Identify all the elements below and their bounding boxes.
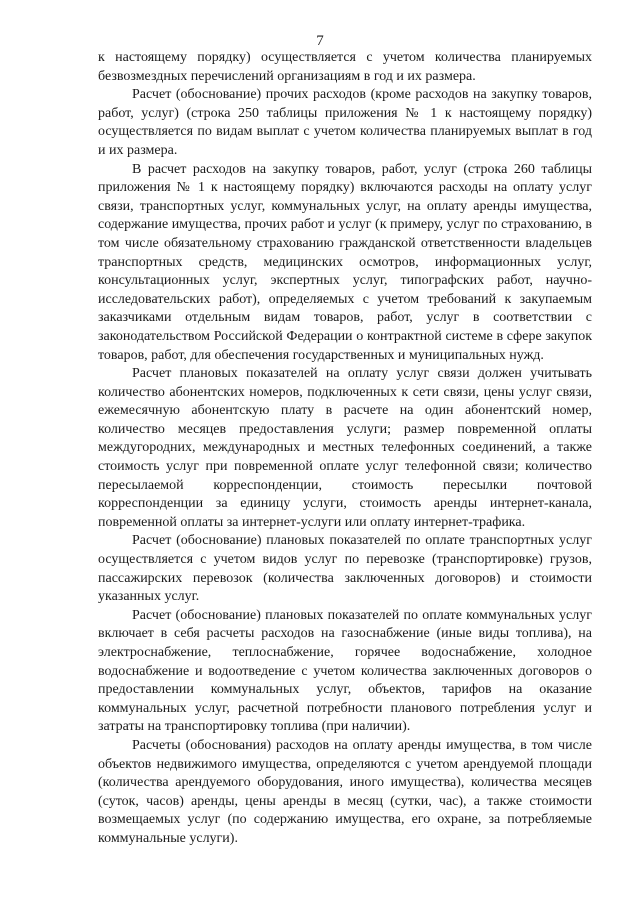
paragraph-5: Расчет (обоснование) плановых показателей по оплате транспортных услуг осуществляется с учетом видов услуг по перевозке (транспортировке) грузов, пассажирских перевозок (количества заключенных договоров) и стоимости указанных услуг. — [98, 533, 592, 605]
paragraph-4: Расчет плановых показателей на оплату услуг связи должен учитывать количество абонентских номеров, подключенных к сети связи, цены услуг связи, ежемесячную абонентскую плату в расчете на один абонентский номер, количество месяцев предоставления услуги; размер повременной оплаты междугородних, международных и местных телефонных соединений, а также стоимость услуг при повременной оплате услуг телефонной связи; количество пересылаемой корреспонденции, стоимость пересылки почтовой корреспонденции за единицу услуги, стоимость аренды интернет-канала, повременной оплаты за интернет-услуги или оплату интернет-трафика. — [98, 366, 592, 530]
document-body — [98, 49, 592, 849]
paragraph-3: В расчет расходов на закупку товаров, работ, услуг (строка 260 таблицы приложения № 1 к настоящему порядку) включаются расходы на оплату услуг связи, транспортных услуг, коммунальных услуг, на оплату аренды имущества, содержание имущества, прочих работ и услуг (к примеру, услуг по страхованию, в том числе обязательному страхованию гражданской ответственности владельцев транспортных средств, медицинских осмотров, информационных услуг, консультационных услуг, экспертных услуг, типографских работ, научно-исследовательских работ), определяемых с учетом требований к закупаемым заказчиками отдельным видам товаров, работ, услуг в соответствии с законодательством Российской Федерации о контрактной системе в сфере закупок товаров, работ, для обеспечения государственных и муниципальных нужд. — [98, 161, 592, 363]
paragraph-1: к настоящему порядку) осуществляется с учетом количества планируемых безвозмездных перечислений организациям в год и их размера. — [98, 50, 592, 84]
paragraph-2: Расчет (обоснование) прочих расходов (кроме расходов на закупку товаров, работ, услуг) (строка 250 таблицы приложения № 1 к настоящему порядку) осуществляется по видам выплат с учетом количества планируемых выплат в год и их размера. — [98, 87, 592, 158]
paragraph-7: Расчеты (обоснования) расходов на оплату аренды имущества, в том числе объектов недвижимого имущества, определяются с учетом арендуемой площади (количества арендуемого оборудования, иного имущества), количества месяцев (суток, часов) аренды, цены аренды в месяц (сутки, час), а также стоимости возмещаемых услуг (по содержанию имущества, его охране, за потребляемые коммунальные услуги). — [98, 737, 592, 846]
page-number: 7 — [316, 33, 324, 49]
paragraph-6: Расчет (обоснование) плановых показателей по оплате коммунальных услуг включает в себя расчеты расходов на газоснабжение (иные виды топлива), на электроснабжение, теплоснабжение, горячее водоснабжение, холодное водоснабжение и водоотведение с учетом количества заключенных договоров о предоставлении коммунальных услуг, объектов, тарифов на оказание коммунальных услуг, расчетной потребности планового потребления услуг и затраты на транспортировку топлива (при наличии). — [98, 607, 592, 735]
